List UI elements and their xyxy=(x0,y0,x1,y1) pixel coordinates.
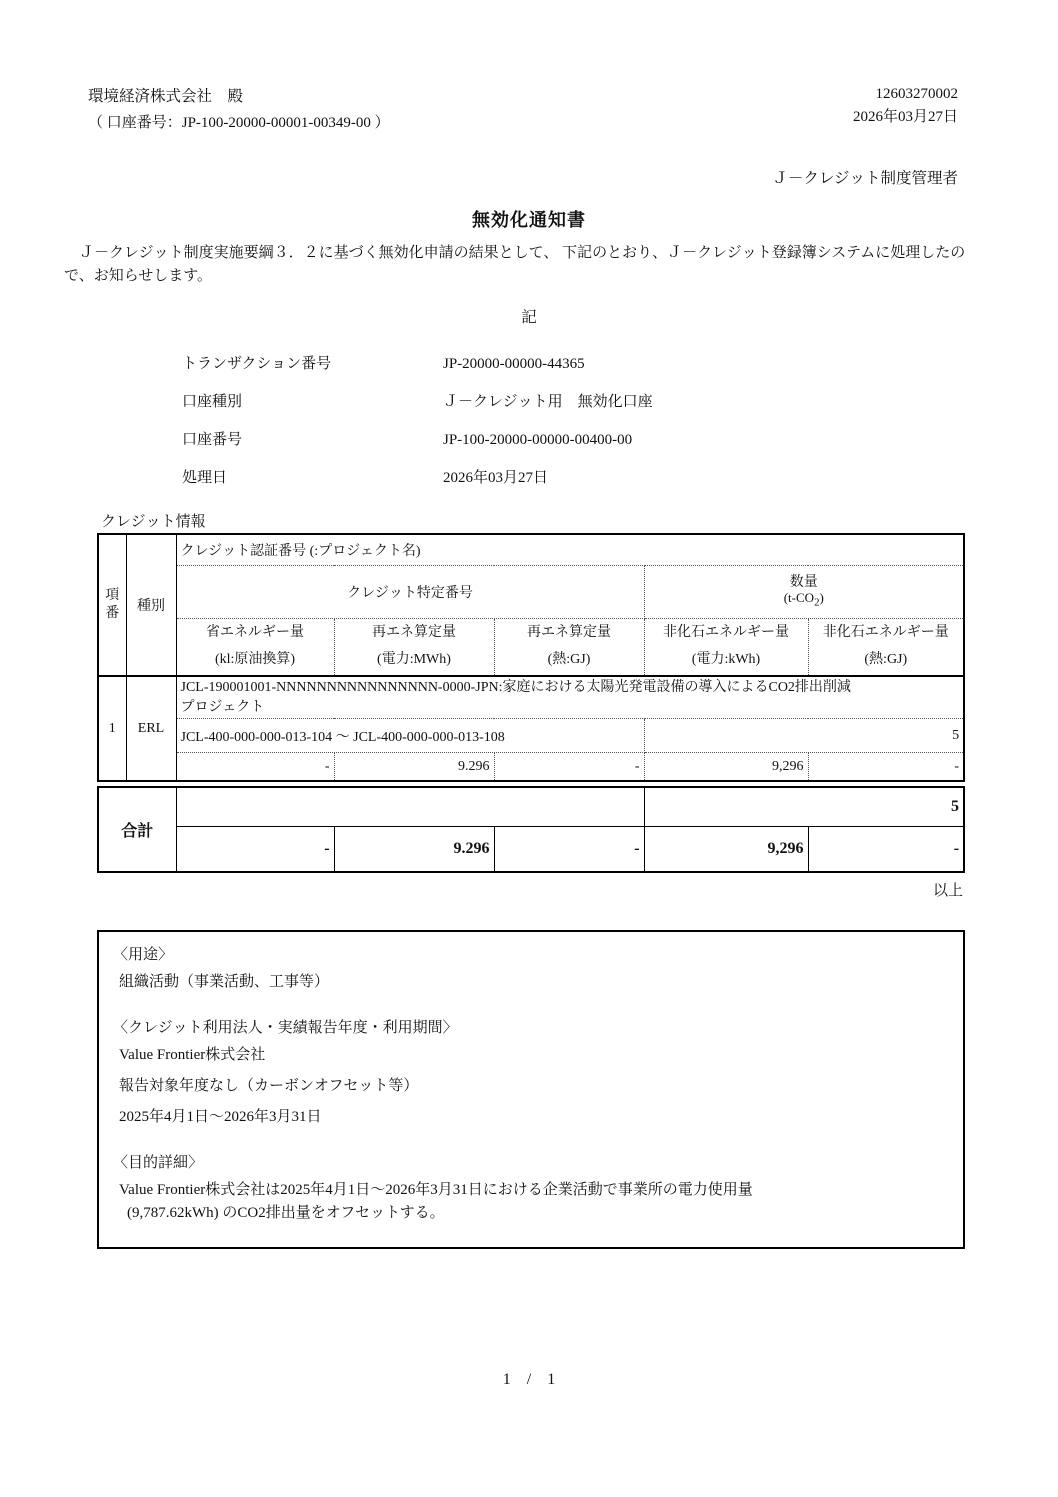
header-col-nonfossil-power: 非化石エネルギー量 (電力:kWh) xyxy=(644,619,808,677)
detail-row-transaction-number xyxy=(182,353,1058,376)
document-header xyxy=(0,0,1058,132)
detail-value: JP-20000-00000-44365 xyxy=(443,356,585,372)
total-quantity: 5 xyxy=(644,787,964,827)
detail-value: JP-100-20000-00000-00400-00 xyxy=(443,432,633,448)
detail-label: 口座種別 xyxy=(182,394,243,410)
row-value-renewable-power: 9.296 xyxy=(334,753,494,782)
detail-label: トランザクション番号 xyxy=(182,356,332,372)
row-value-nonfossil-power: 9,296 xyxy=(644,753,808,782)
row-item-no: 1 xyxy=(98,676,126,781)
document-meta-block xyxy=(853,84,958,132)
detail-label: 口座番号 xyxy=(182,432,243,448)
header-type: 種別 xyxy=(126,534,176,676)
total-value-energy-saving: - xyxy=(176,827,334,873)
quantity-unit: $(t-CO_2)$ xyxy=(783,590,824,609)
report-year: 報告対象年度なし（カーボンオフセット等） xyxy=(119,1078,419,1095)
document-number: 12603270002 xyxy=(875,86,958,102)
header-cert-number: クレジット認証番号 (:プロジェクト名) xyxy=(176,534,964,566)
quantity-label: 数量 xyxy=(789,574,818,590)
row-serial-range: JCL-400-000-000-013-104 〜 JCL-400-000-000-013-108 xyxy=(176,719,644,753)
page-number: 1 / 1 xyxy=(502,1371,556,1388)
purpose-heading: 〈目的詳細〉 xyxy=(113,1154,204,1171)
detail-row-process-date xyxy=(182,467,1058,490)
header-col-renewable-heat: 再エネ算定量 (熱:GJ) xyxy=(494,619,644,677)
document-title: 無効化通知書 xyxy=(472,210,586,230)
usage-box xyxy=(97,930,965,1249)
header-col-renewable-power: 再エネ算定量 (電力:MWh) xyxy=(334,619,494,677)
usage-period: 2025年4月1日～2026年3月31日 xyxy=(119,1109,322,1126)
header-col-nonfossil-heat: 非化石エネルギー量 (熱:GJ) xyxy=(808,619,964,677)
detail-value: 2026年03月27日 xyxy=(443,470,549,486)
detail-row-account-type xyxy=(182,391,1058,414)
row-quantity: 5 xyxy=(644,719,964,753)
usage-value: 組織活動（事業活動、工事等） xyxy=(119,974,330,991)
header-item-no: 項番 xyxy=(98,534,126,676)
total-label: 合計 xyxy=(98,787,176,872)
header-col-energy-saving: 省エネルギー量 (kl:原油換算) xyxy=(176,619,334,677)
recipient-block xyxy=(88,84,390,132)
credit-total-table xyxy=(97,786,965,873)
header-quantity xyxy=(644,566,964,619)
total-value-renewable-power: 9.296 xyxy=(334,827,494,873)
row-type: ERL xyxy=(126,676,176,781)
usage-heading: 〈用途〉 xyxy=(113,947,174,964)
document-date: 2026年03月27日 xyxy=(852,109,958,125)
purpose-detail-line2: (9,787.62kWh) のCO2排出量をオフセットする。 xyxy=(127,1205,445,1222)
recipient-account-number: （ 口座番号：JP-100-20000-00001-00349-00 ） xyxy=(88,115,390,131)
detail-label: 処理日 xyxy=(182,470,228,486)
issuer-name: Ｊ－クレジット制度管理者 xyxy=(772,170,958,187)
recipient-name: 環境経済株式会社 殿 xyxy=(88,88,244,105)
ki-marker: 記 xyxy=(521,309,537,326)
credit-table xyxy=(97,533,965,782)
detail-row-account-number xyxy=(182,429,1058,452)
detail-value: Ｊ－クレジット用 無効化口座 xyxy=(443,394,653,410)
total-value-nonfossil-heat: - xyxy=(808,827,964,873)
credit-row xyxy=(98,676,964,719)
row-cert-number-and-project: JCL-190001001-NNNNNNNNNNNNNNNN-0000-JPN:家庭における太陽光発電設備の導入によるCO2排出削減 プロジェクト xyxy=(176,676,964,719)
row-value-nonfossil-heat: - xyxy=(808,753,964,782)
purpose-detail-line1: Value Frontier株式会社は2025年4月1日～2026年3月31日における企業活動で事業所の電力使用量 xyxy=(119,1181,753,1198)
header-specific-number: クレジット特定番号 xyxy=(176,566,644,619)
total-value-nonfossil-power: 9,296 xyxy=(644,827,808,873)
credit-user-name: Value Frontier株式会社 xyxy=(119,1046,266,1063)
total-empty-cell xyxy=(176,787,644,827)
credit-info-label: クレジット情報 xyxy=(101,514,206,530)
closing-marker: 以上 xyxy=(932,883,963,900)
total-value-renewable-heat: - xyxy=(494,827,644,873)
intro-paragraph: Ｊ－クレジット制度実施要綱３．２に基づく無効化申請の結果として、 下記のとおり、Ｊ－クレジット登録簿システムに処理したので、お知らせします。 xyxy=(64,245,966,284)
row-value-renewable-heat: - xyxy=(494,753,644,782)
credit-user-heading: 〈クレジット利用法人・実績報告年度・利用期間〉 xyxy=(113,1019,458,1036)
row-value-energy-saving: - xyxy=(176,753,334,782)
transaction-details xyxy=(182,353,1058,490)
